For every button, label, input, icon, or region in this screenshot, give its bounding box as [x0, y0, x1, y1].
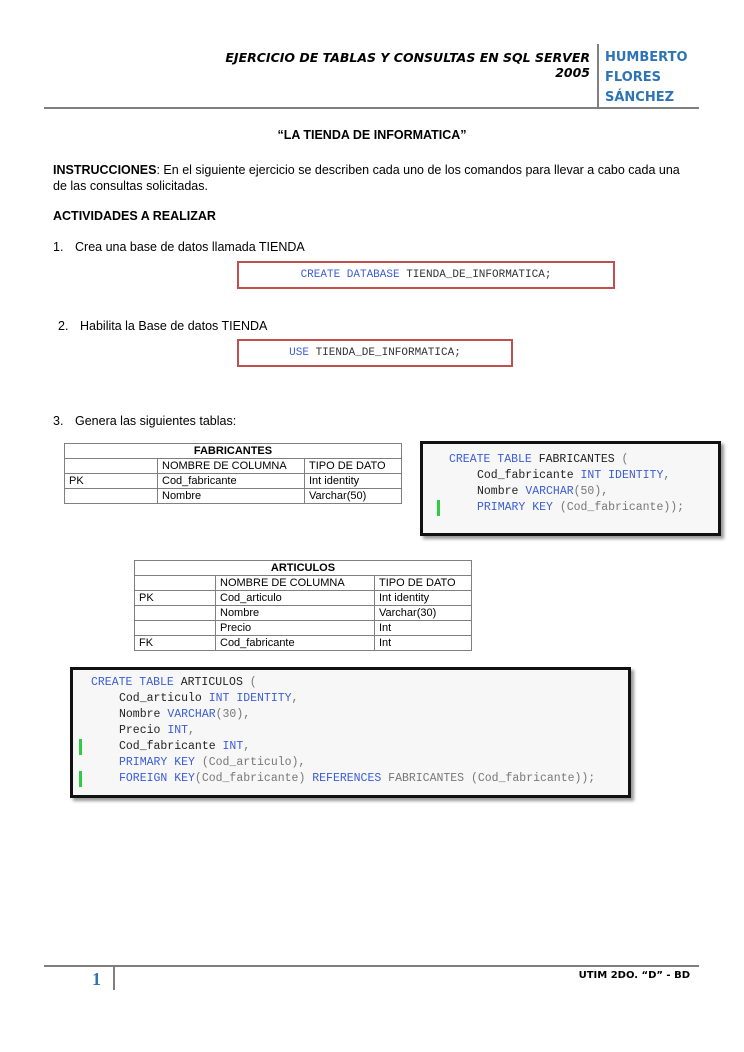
sql-line: [91, 675, 628, 691]
table-cell: Varchar(30): [375, 606, 472, 621]
fabricantes-title: FABRICANTES: [65, 444, 402, 459]
table-cell: [65, 489, 158, 504]
document-title: “LA TIENDA DE INFORMATICA”: [277, 128, 467, 142]
sql-keyword: PRIMARY KEY: [119, 756, 195, 769]
sql-text: ,: [663, 469, 671, 482]
table-cell: Int identity: [305, 474, 402, 489]
sql-text: FABRICANTES: [531, 453, 622, 466]
activities-heading: ACTIVIDADES A REALIZAR: [53, 209, 216, 223]
table-row: [65, 474, 402, 489]
table-cell: PK: [135, 591, 216, 606]
header-cell: [65, 459, 158, 474]
table-row: [135, 621, 472, 636]
sql-line: [449, 500, 718, 516]
sql-keyword: FOREIGN KEY: [119, 772, 195, 785]
step-3-text: Genera las siguientes tablas:: [75, 414, 237, 428]
table-cell: Precio: [216, 621, 375, 636]
sql-keyword: INT: [222, 740, 244, 753]
fabricantes-table: [64, 443, 402, 504]
step-2-text: Habilita la Base de datos TIENDA: [80, 319, 268, 333]
sql-keyword: PRIMARY KEY: [477, 501, 553, 514]
sql-line: [449, 468, 718, 484]
instructions-text: : En el siguiente ejercicio se describen cada uno de los comandos para llevar a cabo cada una de las consultas solicitadas.: [53, 163, 680, 193]
table-cell: Cod_fabricante: [158, 474, 305, 489]
page-number: 1: [92, 969, 101, 989]
table-cell: Varchar(50): [305, 489, 402, 504]
author-line-1: HUMBERTO: [605, 50, 688, 65]
sql-text: FABRICANTES (Cod_fabricante));: [381, 772, 596, 785]
sql-text: (Cod_articulo),: [194, 756, 306, 769]
sql-text: (Cod_fabricante): [194, 772, 313, 785]
sql-text: (30),: [215, 708, 251, 721]
header-cell: TIPO DE DATO: [305, 459, 402, 474]
header-divider: [597, 44, 599, 108]
table-row: [65, 489, 402, 504]
sql-line: [449, 452, 718, 468]
sql-line: [91, 771, 628, 787]
step-1: [53, 240, 305, 254]
footer-rule: [44, 965, 699, 967]
sql-text: Cod_articulo: [119, 692, 209, 705]
sql-text: (: [621, 453, 629, 466]
sql-line: [91, 707, 628, 723]
sql-text: Precio: [119, 724, 168, 737]
step-2: [58, 319, 267, 333]
sql-keyword: CREATE TABLE: [449, 453, 532, 466]
sql-keyword: VARCHAR: [525, 485, 574, 498]
articulos-title: ARTICULOS: [135, 561, 472, 576]
sql-line: [449, 484, 718, 500]
sql-text: Nombre: [119, 708, 168, 721]
table-row: [135, 591, 472, 606]
table-cell: [135, 621, 216, 636]
sql-keyword: INT IDENTITY: [580, 469, 664, 482]
sql-text: ARTICULOS: [173, 676, 250, 689]
sql-text: ,: [243, 740, 251, 753]
step-1-number: 1.: [53, 240, 64, 254]
sql-text: (50),: [573, 485, 609, 498]
table-cell: Int identity: [375, 591, 472, 606]
sql-text: (Cod_fabricante));: [552, 501, 685, 514]
instructions-label: INSTRUCCIONES: [53, 163, 157, 177]
sql-keyword: CREATE TABLE: [91, 676, 174, 689]
table-cell: PK: [65, 474, 158, 489]
header-rule: [44, 107, 699, 109]
code2-rest: TIENDA_DE_INFORMATICA;: [308, 347, 461, 359]
author-line-3: SÁNCHEZ: [605, 90, 675, 105]
code1-keyword: CREATE DATABASE: [300, 269, 400, 281]
articulos-table: [134, 560, 472, 651]
table-cell: Nombre: [216, 606, 375, 621]
code1-rest: TIENDA_DE_INFORMATICA;: [399, 269, 552, 281]
header-author: [605, 48, 688, 108]
table-cell: Int: [375, 636, 472, 651]
code2-keyword: USE: [289, 347, 309, 359]
sql-text: (: [249, 676, 257, 689]
sql-text: ,: [291, 692, 299, 705]
sql-line: [91, 739, 628, 755]
table-cell: Cod_articulo: [216, 591, 375, 606]
table-header-row: [135, 576, 472, 591]
step-3-number: 3.: [53, 414, 64, 428]
step-1-text: Crea una base de datos llamada TIENDA: [75, 240, 305, 254]
sql-line: [91, 755, 628, 771]
footer-course: UTIM 2DO. “D” - BD: [578, 970, 690, 981]
header-cell: TIPO DE DATO: [375, 576, 472, 591]
sql-keyword: REFERENCES: [312, 772, 382, 785]
header-cell: NOMBRE DE COLUMNA: [216, 576, 375, 591]
sql-keyword: INT IDENTITY: [208, 692, 292, 705]
sql-keyword: VARCHAR: [167, 708, 216, 721]
table-row: [135, 636, 472, 651]
table-cell: FK: [135, 636, 216, 651]
sql-text: ,: [188, 724, 195, 737]
header-cell: NOMBRE DE COLUMNA: [158, 459, 305, 474]
footer-divider: [113, 966, 115, 990]
sql-line: [91, 723, 628, 739]
instructions-paragraph: [53, 162, 693, 194]
use-database-code-box: [237, 339, 513, 367]
sql-keyword: INT: [167, 724, 189, 737]
create-database-code-box: [237, 261, 615, 289]
table-cell: Int: [375, 621, 472, 636]
table-title-row: [135, 561, 472, 576]
step-3: [53, 414, 236, 428]
articulos-sql-panel: [70, 667, 631, 798]
sql-line: [91, 691, 628, 707]
table-cell: Cod_fabricante: [216, 636, 375, 651]
header-cell: [135, 576, 216, 591]
table-title-row: [65, 444, 402, 459]
table-cell: Nombre: [158, 489, 305, 504]
table-cell: [135, 606, 216, 621]
step-2-number: 2.: [58, 319, 69, 333]
table-row: [135, 606, 472, 621]
fabricantes-sql-panel: [420, 441, 721, 536]
sql-text: Cod_fabricante: [477, 469, 581, 482]
author-line-2: FLORES: [605, 70, 662, 85]
header-title: EJERCICIO DE TABLAS Y CONSULTAS EN SQL SERVER 2005: [225, 50, 590, 80]
table-header-row: [65, 459, 402, 474]
sql-text: Nombre: [477, 485, 526, 498]
sql-text: Cod_fabricante: [119, 740, 223, 753]
